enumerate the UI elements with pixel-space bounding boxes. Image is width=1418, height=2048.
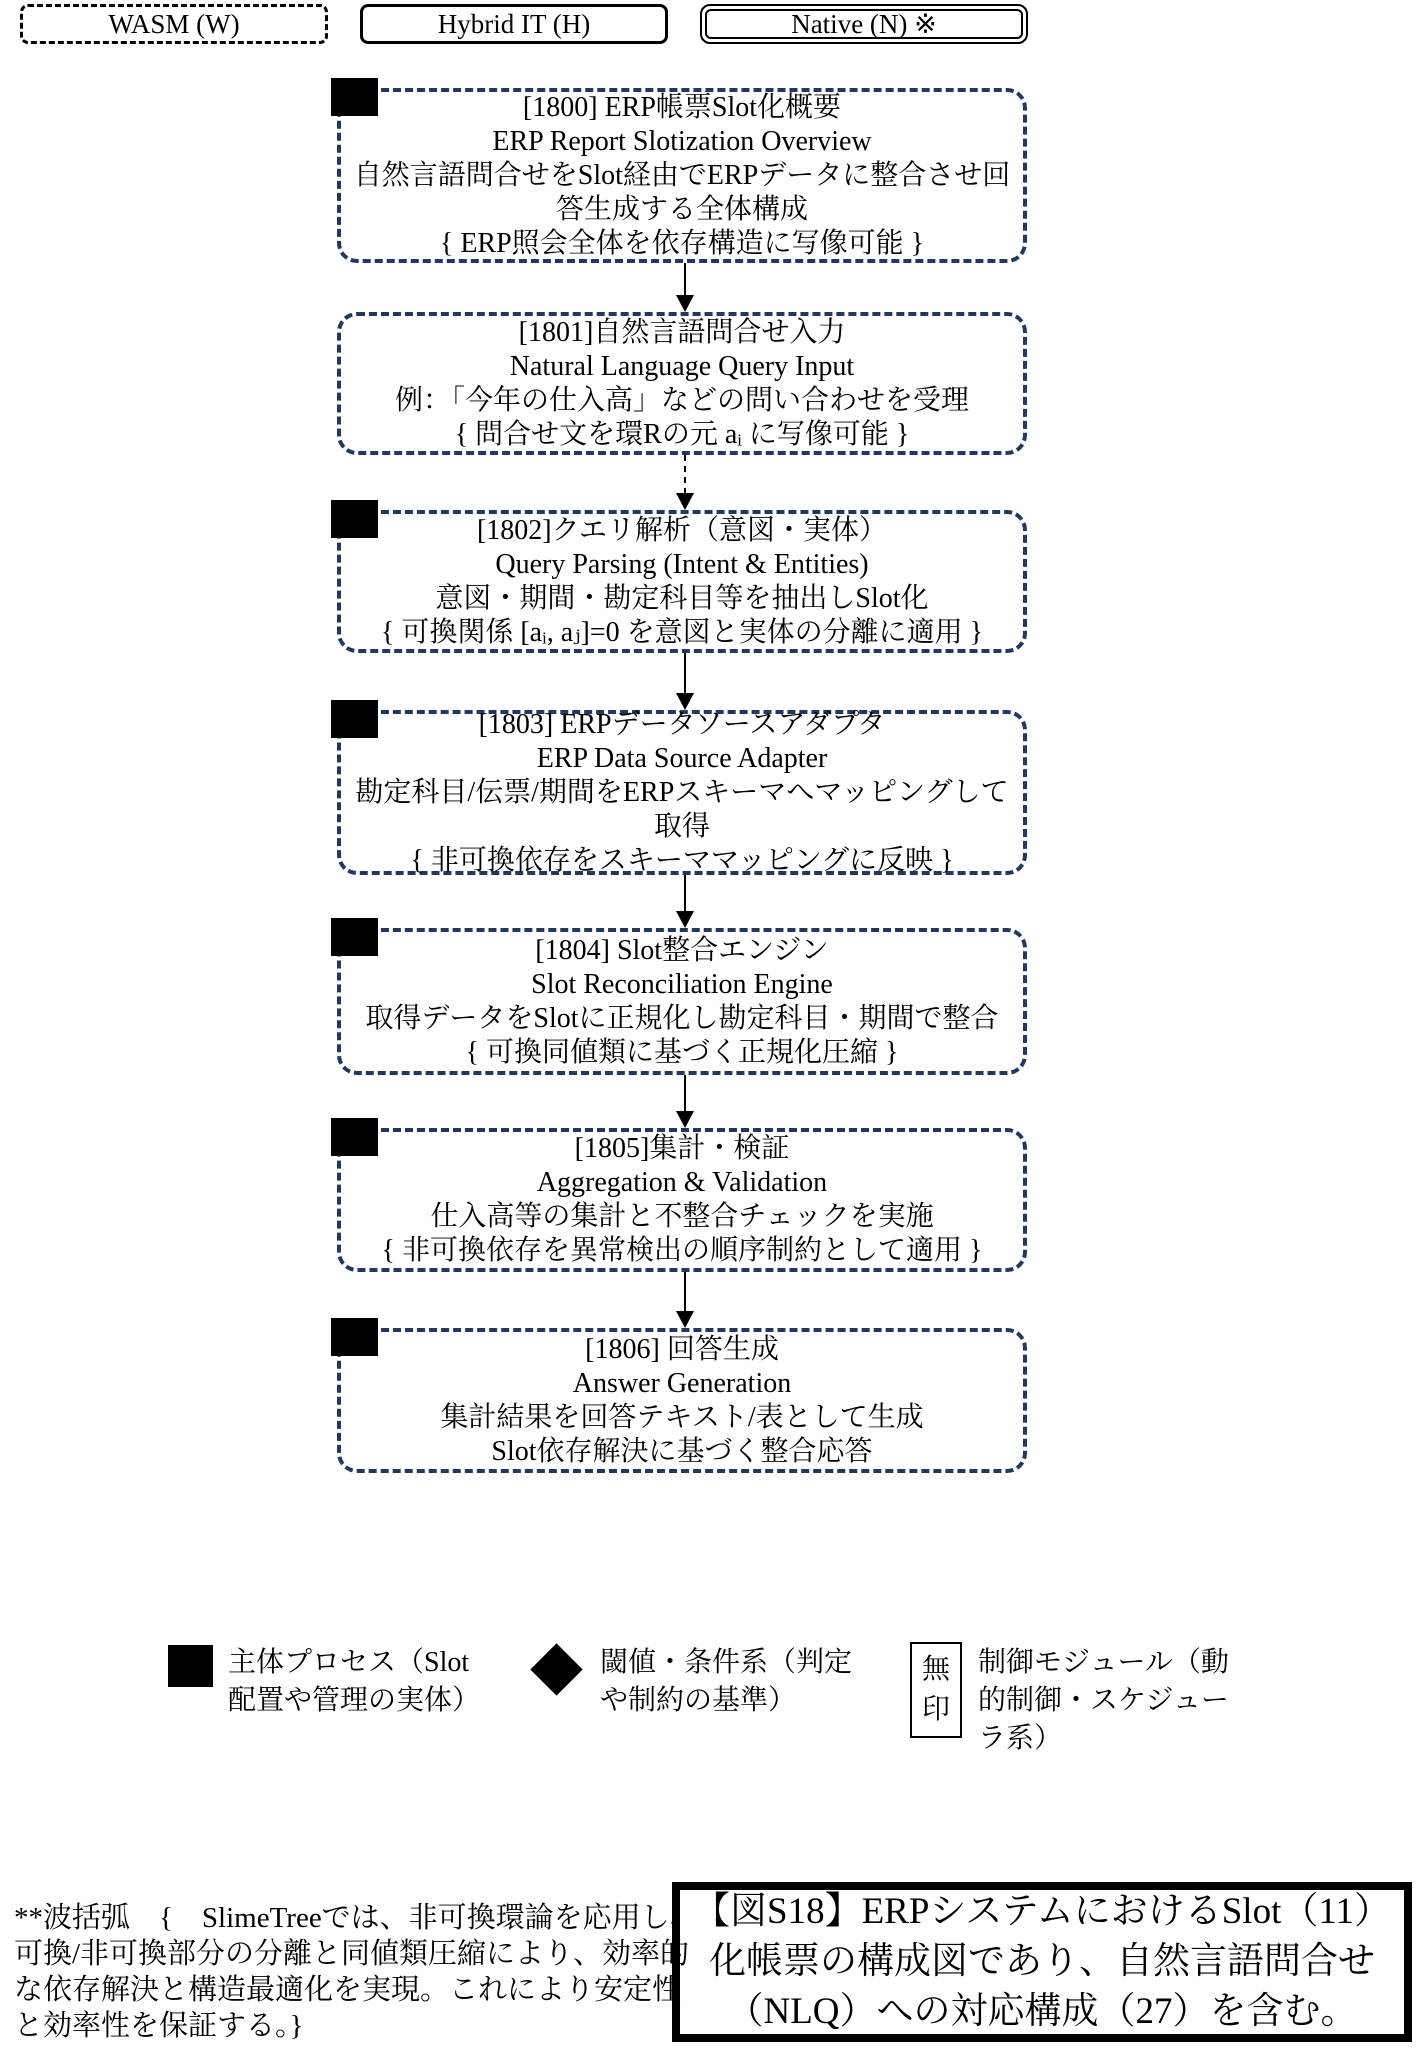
connector-1805-1806-line (684, 1272, 686, 1312)
connector-1800-1801-arrowhead-icon (676, 295, 694, 312)
process-marker-square-icon (331, 78, 378, 116)
connector-1804-1805-arrowhead-icon (676, 1111, 694, 1128)
flow-step-1802-text: [1802]クエリ解析（意図・実体） Query Parsing (Intent & Entities) 意図・期間・勘定科目等を抽出しSlot化 { 可換関係 [aᵢ, aⱼ]=0 を意図と実体の分離に適用 } (380, 514, 984, 648)
connector-1803-1804-line (684, 875, 686, 912)
process-marker-square-icon (331, 1118, 378, 1156)
legend-black-diamond-label: 閾値・条件系（判定 や制約の基準） (600, 1647, 853, 1716)
process-marker-square-icon (331, 1318, 378, 1356)
legend-unmarked-box-icon: 無 印 (910, 1642, 962, 1738)
flow-step-1801 (337, 312, 1027, 455)
flow-step-1803 (337, 710, 1027, 875)
legend-chip-hybrid-label: Hybrid IT (H) (437, 8, 591, 39)
legend-chip-wasm-label: WASM (W) (108, 8, 240, 39)
flow-step-1805-text: [1805]集計・検証 Aggregation & Validation 仕入高等の集計と不整合チェックを実施 { 非可換依存を異常検出の順序制約として適用 } (381, 1133, 983, 1266)
legend-black-square-label: 主体プロセス（Slot 配置や管理の実体） (228, 1647, 481, 1716)
flow-step-1804-text: [1804] Slot整合エンジン Slot Reconciliation Engine 取得データをSlotに正規化し勘定科目・期間で整合 { 可換同値類に基づく正規化圧縮 } (365, 934, 999, 1068)
legend-unmarked-box-label: 制御モジュール（動 的制御・スケジュー ラ系） (978, 1647, 1229, 1754)
process-marker-square-icon (331, 500, 378, 538)
legend-chip-native-label: Native (N) ※ (791, 8, 937, 39)
figure-caption-box: 【図S18】ERPシステムにおけるSlot（11） 化帳票の構成図であり、自然言語問合せ （NLQ）への対応構成（27）を含む。 (672, 1882, 1412, 2042)
footnote-text: **波括弧 { SlimeTreeでは、非可換環論を応用し、 可換/非可換部分の分離と同値類圧縮により、効率的 な依存解決と構造最適化を実現。これにより安定性 と効率性を保証する。} (14, 1902, 699, 2042)
connector-1801-1802-dashed-line (684, 455, 686, 494)
flow-step-1800-text: [1800] ERP帳票Slot化概要 ERP Report Slotization Overview 自然言語問合せをSlot経由でERPデータに整合させ回 答生成する全体構成 { ERP照会全体を依存構造に写像可能 } (353, 91, 1011, 259)
connector-1801-1802-arrowhead-icon (676, 493, 694, 510)
legend-black-square-icon (168, 1645, 213, 1687)
flow-step-1806-text: [1806] 回答生成 Answer Generation 集計結果を回答テキスト/表として生成 Slot依存解決に基づく整合応答 (440, 1333, 924, 1467)
process-marker-square-icon (331, 918, 378, 956)
legend-chip-native (700, 4, 1028, 44)
flow-step-1806 (337, 1328, 1027, 1473)
flow-step-1805 (337, 1128, 1027, 1272)
legend-chip-hybrid (360, 4, 668, 44)
flow-step-1804 (337, 928, 1027, 1075)
connector-1804-1805-line (684, 1075, 686, 1112)
process-marker-square-icon (331, 700, 378, 738)
legend-chip-native-inner-border (705, 9, 1023, 39)
legend-chip-wasm (20, 4, 328, 44)
connector-1800-1801-line (684, 263, 686, 297)
flow-step-1801-text: [1801]自然言語問合せ入力 Natural Language Query Input 例：「今年の仕入高」などの問い合わせを受理 { 問合せ文を環Rの元 aᵢ に写像可能 } (394, 316, 969, 450)
flow-step-1803-text: [1803] ERPデータソースアダプタ ERP Data Source Adapter 勘定科目/伝票/期間をERPスキーマへマッピングして 取得 { 非可換依存をスキーママッピングに反映 } (355, 708, 1009, 876)
flow-step-1802 (337, 510, 1027, 653)
connector-1803-1804-arrowhead-icon (676, 911, 694, 928)
flow-step-1800 (337, 88, 1027, 263)
connector-1805-1806-arrowhead-icon (676, 1311, 694, 1328)
connector-1802-1803-line (684, 653, 686, 694)
legend-black-diamond-icon (530, 1643, 582, 1695)
